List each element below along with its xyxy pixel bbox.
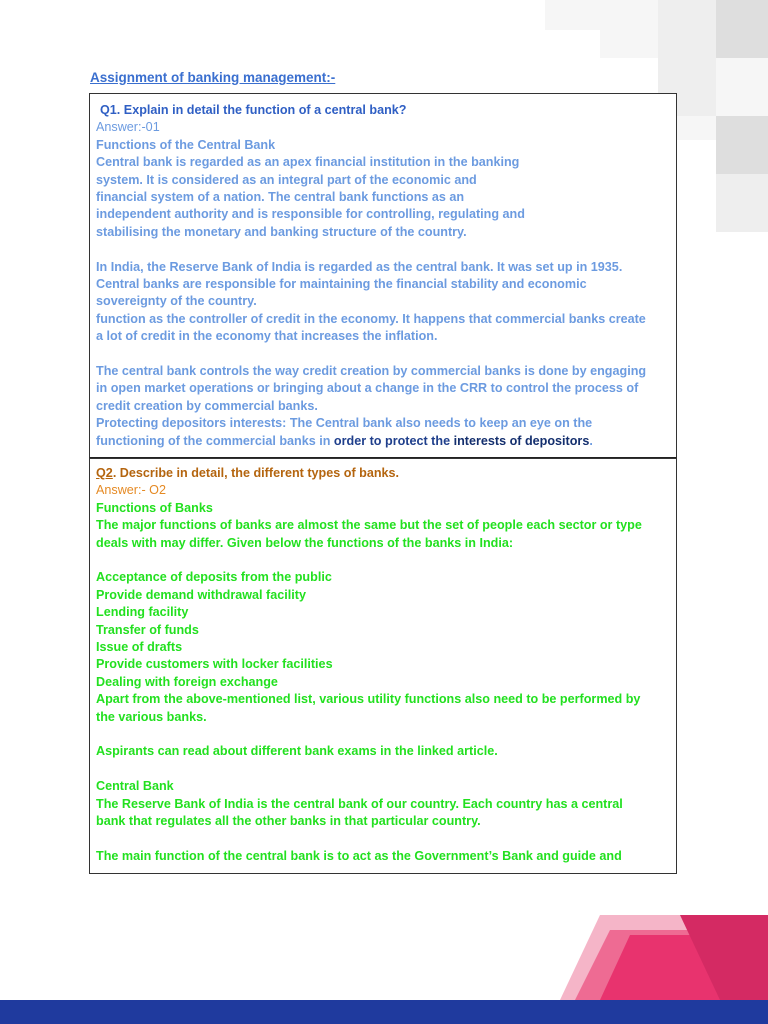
q1-line: Central bank is regarded as an apex financial institution in the banking (96, 155, 520, 170)
q1-line: function as the controller of credit in the economy. It happens that commercial banks create (96, 311, 646, 326)
q1-line: credit creation by commercial banks. (96, 398, 318, 413)
q2-answer-label: Answer:- O2 (96, 483, 166, 498)
q2-line: Issue of drafts (96, 640, 183, 655)
q1-line: independent authority and is responsible for controlling, regulating and (96, 207, 525, 222)
q1-line: Functions of the Central Bank (96, 137, 276, 152)
q2-line: the various banks. (96, 709, 207, 724)
q2-line: Dealing with foreign exchange (96, 674, 278, 689)
q1-line: financial system of a nation. The central bank functions as an (96, 190, 465, 205)
q2-line: Provide customers with locker facilities (96, 657, 333, 672)
q1-line: stabilising the monetary and banking structure of the country. (96, 224, 467, 239)
q2-line: Apart from the above-mentioned list, various utility functions also need to be performed by (96, 692, 641, 707)
q1-line: The central bank controls the way credit creation by commercial banks is done by engaging (96, 364, 647, 379)
q1-line: a lot of credit in the economy that increases the inflation. (96, 329, 438, 344)
q2-line: The main function of the central bank is to act as the Government’s Bank and guide and (96, 848, 622, 863)
q2-line: Aspirants can read about different bank exams in the linked article. (96, 744, 498, 759)
q2-line: The Reserve Bank of India is the central bank of our country. Each country has a central (96, 796, 623, 811)
q1-last-line: functioning of the commercial banks in order to protect the interests of depositors. (96, 433, 593, 448)
q1-line: Central banks are responsible for maintaining the financial stability and economic (96, 277, 587, 292)
q2-line: Provide demand withdrawal facility (96, 587, 306, 602)
bottom-bar (0, 1000, 768, 1024)
q1-line: sovereignty of the country. (96, 294, 257, 309)
q2-line: Lending facility (96, 605, 189, 620)
q1-line: Protecting depositors interests: The Central bank also needs to keep an eye on the (96, 416, 593, 431)
q2-line: bank that regulates all the other banks in that particular country. (96, 814, 481, 829)
q1-line: system. It is considered as an integral part of the economic and (96, 172, 477, 187)
q1-question: Q1. Explain in detail the function of a central bank? (100, 103, 407, 117)
q2-line: Central Bank (96, 779, 174, 794)
q2-line: Transfer of funds (96, 622, 199, 637)
q2-line: Acceptance of deposits from the public (96, 570, 332, 585)
q2-line: Functions of Banks (96, 500, 213, 515)
q1-line: In India, the Reserve Bank of India is regarded as the central bank. It was set up in 1935. (96, 259, 623, 274)
q1-answer-label: Answer:-01 (96, 120, 160, 135)
q2-question: Q2. Describe in detail, the different types of banks. (96, 466, 400, 480)
page-title: Assignment of banking management:- (90, 70, 336, 85)
q1-line: in open market operations or bringing about a change in the CRR to control the process of (96, 381, 639, 396)
q2-line: The major functions of banks are almost the same but the set of people each sector or type (96, 518, 642, 533)
q2-line: deals with may differ. Given below the functions of the banks in India: (96, 535, 514, 550)
